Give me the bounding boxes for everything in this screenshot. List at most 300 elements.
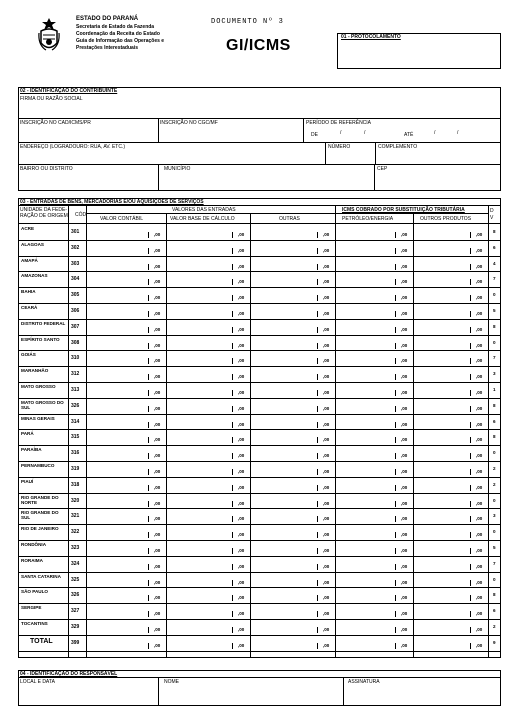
outros-produtos-field[interactable]	[410, 272, 486, 286]
outras-field[interactable]	[257, 446, 333, 460]
cents-placeholder: ,00	[154, 263, 161, 269]
cents-separator	[470, 343, 471, 349]
cents-placeholder: ,00	[323, 579, 330, 585]
cents-separator	[148, 390, 149, 396]
cents-separator	[232, 311, 233, 317]
petroleo-field[interactable]	[335, 320, 411, 334]
outras-field[interactable]	[257, 257, 333, 271]
outras-field[interactable]	[257, 383, 333, 397]
base-calculo-field[interactable]	[172, 320, 248, 334]
petroleo-field[interactable]	[335, 462, 411, 476]
petroleo-field[interactable]	[335, 272, 411, 286]
cents-placeholder: ,00	[401, 247, 408, 253]
base-calculo-field[interactable]	[172, 620, 248, 634]
cents-separator	[317, 564, 318, 570]
outros-produtos-field[interactable]	[410, 430, 486, 444]
base-calculo-field[interactable]	[172, 588, 248, 602]
valor-contabil-field[interactable]	[88, 336, 164, 350]
outros-produtos-field[interactable]	[410, 383, 486, 397]
petroleo-field[interactable]	[335, 573, 411, 587]
cents-placeholder: ,00	[323, 326, 330, 332]
cents-placeholder: ,00	[401, 548, 408, 553]
outras-field[interactable]	[257, 557, 333, 571]
cents-placeholder: ,00	[323, 358, 330, 364]
uf-code: 303	[71, 260, 80, 267]
petroleo-field[interactable]	[335, 636, 411, 650]
outras-field[interactable]	[257, 336, 333, 350]
uf-code: 319	[71, 466, 80, 472]
cents-separator	[148, 374, 149, 380]
outras-field[interactable]	[257, 604, 333, 618]
cents-separator	[470, 580, 471, 586]
outros-produtos-field[interactable]	[410, 604, 486, 618]
cents-placeholder: ,00	[154, 595, 161, 601]
cents-placeholder: ,00	[401, 595, 408, 601]
outros-produtos-field[interactable]	[410, 399, 486, 413]
uf-name: ALAGOAS	[21, 241, 44, 247]
valor-contabil-field[interactable]	[88, 446, 164, 460]
base-calculo-field[interactable]	[172, 573, 248, 587]
base-calculo-field[interactable]	[172, 399, 248, 413]
outros-produtos-field[interactable]	[410, 494, 486, 508]
cents-placeholder: ,00	[323, 516, 330, 522]
base-calculo-field[interactable]	[172, 304, 248, 318]
cents-separator	[148, 327, 149, 333]
outras-field[interactable]	[257, 399, 333, 413]
petroleo-field[interactable]	[335, 509, 411, 523]
cents-separator	[470, 501, 471, 507]
base-calculo-field[interactable]	[172, 494, 248, 508]
cents-separator	[317, 501, 318, 507]
cents-placeholder: ,00	[238, 279, 245, 285]
cents-placeholder: ,00	[323, 595, 330, 601]
cents-separator	[232, 516, 233, 522]
base-calculo-field[interactable]	[172, 557, 248, 571]
cents-separator	[317, 295, 318, 301]
outros-produtos-field[interactable]	[410, 478, 486, 492]
petroleo-field[interactable]	[335, 604, 411, 618]
outras-field[interactable]	[257, 430, 333, 444]
col-valores-header: VALORES DAS ENTRADAS	[172, 207, 236, 213]
document-number: DOCUMENTO Nº 3	[211, 18, 284, 26]
outras-field[interactable]	[257, 494, 333, 508]
cents-placeholder: ,00	[154, 469, 161, 474]
outras-field[interactable]	[257, 573, 333, 587]
outras-field[interactable]	[257, 636, 333, 650]
cents-placeholder: ,00	[476, 627, 483, 632]
cents-separator	[148, 264, 149, 270]
outros-produtos-field[interactable]	[410, 620, 486, 634]
cents-placeholder: ,00	[238, 358, 245, 364]
outros-produtos-field[interactable]	[410, 446, 486, 460]
cents-placeholder: ,00	[401, 374, 408, 380]
outras-field[interactable]	[257, 478, 333, 492]
valor-contabil-field[interactable]	[88, 525, 164, 539]
cents-separator	[470, 453, 471, 459]
cents-placeholder: ,00	[401, 311, 408, 316]
uf-code: 315	[71, 434, 80, 441]
outras-field[interactable]	[257, 367, 333, 381]
cents-separator	[148, 548, 149, 554]
outros-produtos-field[interactable]	[410, 241, 486, 255]
cents-placeholder: ,00	[323, 469, 330, 474]
outras-field[interactable]	[257, 272, 333, 286]
cents-separator	[470, 516, 471, 522]
cents-separator	[470, 327, 471, 333]
valor-contabil-field[interactable]	[88, 588, 164, 602]
insc-cgc-label: INSCRIÇÃO NO CGC/MF	[160, 120, 218, 126]
uf-code: 312	[71, 371, 80, 378]
cents-separator	[395, 279, 396, 285]
valor-contabil-field[interactable]	[88, 573, 164, 587]
cents-separator	[232, 374, 233, 380]
cents-placeholder: ,00	[238, 627, 245, 632]
nome-field[interactable]	[164, 685, 339, 703]
outras-field[interactable]	[257, 415, 333, 429]
cents-placeholder: ,00	[323, 437, 330, 443]
local-data-field[interactable]	[20, 685, 155, 703]
outras-field[interactable]	[257, 620, 333, 634]
valor-contabil-field[interactable]	[88, 320, 164, 334]
base-calculo-field[interactable]	[172, 430, 248, 444]
uf-code: 327	[71, 608, 80, 615]
cents-placeholder: ,00	[401, 500, 408, 506]
valor-contabil-field[interactable]	[88, 383, 164, 397]
cents-placeholder: ,00	[476, 326, 483, 332]
cents-separator	[470, 248, 471, 254]
cents-separator	[395, 532, 396, 538]
cents-separator	[232, 548, 233, 554]
cents-separator	[395, 422, 396, 428]
petroleo-field[interactable]	[335, 478, 411, 492]
base-calculo-field[interactable]	[172, 367, 248, 381]
cents-separator	[470, 532, 471, 538]
valor-contabil-field[interactable]	[88, 288, 164, 302]
base-calculo-field[interactable]	[172, 351, 248, 365]
check-digit: 8	[493, 229, 496, 234]
base-calculo-field[interactable]	[172, 383, 248, 397]
base-calculo-field[interactable]	[172, 462, 248, 476]
valor-contabil-field[interactable]	[88, 462, 164, 476]
outros-produtos-field[interactable]	[410, 415, 486, 429]
cents-separator	[395, 295, 396, 301]
cents-separator	[232, 485, 233, 491]
cents-separator	[232, 437, 233, 443]
check-digit: 8	[493, 434, 496, 440]
cents-separator	[317, 453, 318, 459]
cents-separator	[317, 343, 318, 349]
form-title: GI/ICMS	[226, 37, 291, 54]
cents-separator	[317, 469, 318, 475]
petroleo-field[interactable]	[335, 541, 411, 555]
cents-separator	[317, 279, 318, 285]
cents-separator	[232, 564, 233, 570]
outras-field[interactable]	[257, 525, 333, 539]
outros-produtos-field[interactable]	[410, 304, 486, 318]
cents-placeholder: ,00	[476, 263, 483, 269]
cents-placeholder: ,00	[476, 469, 483, 474]
section-04-title: 04 - IDENTIFICAÇÃO DO RESPONSÁVEL	[20, 671, 118, 677]
cents-placeholder: ,00	[323, 279, 330, 285]
valor-contabil-field[interactable]	[88, 241, 164, 255]
valor-contabil-field[interactable]	[88, 636, 164, 650]
outras-field[interactable]	[257, 588, 333, 602]
col-valor-contabil-header: VALOR CONTÁBIL	[100, 216, 143, 222]
cents-separator	[395, 358, 396, 364]
cents-placeholder: ,00	[401, 484, 408, 490]
cents-separator	[395, 390, 396, 396]
bairro-label: BAIRRO OU DISTRITO	[20, 166, 73, 172]
cents-separator	[317, 327, 318, 333]
outras-field[interactable]	[257, 241, 333, 255]
petroleo-field[interactable]	[335, 288, 411, 302]
base-calculo-field[interactable]	[172, 225, 248, 239]
outras-field[interactable]	[257, 351, 333, 365]
uf-name: GOIÁS	[21, 352, 36, 358]
valor-contabil-field[interactable]	[88, 225, 164, 239]
check-digit: 8	[493, 592, 496, 598]
petroleo-field[interactable]	[335, 415, 411, 429]
base-calculo-field[interactable]	[172, 478, 248, 492]
outros-produtos-field[interactable]	[410, 588, 486, 602]
outras-field[interactable]	[257, 304, 333, 318]
valor-contabil-field[interactable]	[88, 415, 164, 429]
base-calculo-field[interactable]	[172, 241, 248, 255]
petroleo-field[interactable]	[335, 620, 411, 634]
base-calculo-field[interactable]	[172, 272, 248, 286]
petroleo-field[interactable]	[335, 257, 411, 271]
cents-placeholder: ,00	[401, 232, 408, 237]
base-calculo-field[interactable]	[172, 604, 248, 618]
cents-separator	[470, 548, 471, 554]
uf-name: MATO GROSSO DO SUL	[21, 399, 64, 410]
cents-separator	[317, 516, 318, 522]
cents-separator	[232, 580, 233, 586]
uf-code: 320	[71, 497, 80, 504]
base-calculo-field[interactable]	[172, 541, 248, 555]
outros-produtos-field[interactable]	[410, 257, 486, 271]
cents-separator	[470, 406, 471, 412]
valor-contabil-field[interactable]	[88, 557, 164, 571]
outros-produtos-field[interactable]	[410, 636, 486, 650]
municipio-label: MUNICÍPIO	[164, 166, 191, 172]
cents-placeholder: ,00	[401, 342, 408, 348]
valor-contabil-field[interactable]	[88, 509, 164, 523]
cents-placeholder: ,00	[154, 627, 161, 632]
cents-separator	[470, 232, 471, 238]
valor-contabil-field[interactable]	[88, 430, 164, 444]
petroleo-field[interactable]	[335, 241, 411, 255]
check-digit: 5	[493, 308, 496, 313]
cents-placeholder: ,00	[401, 469, 408, 474]
cents-separator	[148, 501, 149, 507]
uf-name: AMAZONAS	[21, 273, 48, 279]
petroleo-field[interactable]	[335, 304, 411, 318]
cents-placeholder: ,00	[238, 453, 245, 459]
check-digit: 2	[493, 481, 496, 487]
cents-placeholder: ,00	[401, 390, 408, 395]
cents-placeholder: ,00	[401, 516, 408, 522]
valor-contabil-field[interactable]	[88, 604, 164, 618]
base-calculo-field[interactable]	[172, 288, 248, 302]
periodo-ate-label: ATÉ	[404, 132, 414, 138]
cents-separator	[317, 406, 318, 412]
petroleo-field[interactable]	[335, 494, 411, 508]
base-calculo-field[interactable]	[172, 336, 248, 350]
base-calculo-field[interactable]	[172, 257, 248, 271]
cents-placeholder: ,00	[323, 500, 330, 506]
cents-placeholder: ,00	[401, 611, 408, 617]
valor-contabil-field[interactable]	[88, 541, 164, 555]
uf-name: MINAS GERAIS	[21, 415, 55, 421]
cents-placeholder: ,00	[238, 263, 245, 269]
cents-separator	[317, 580, 318, 586]
cents-placeholder: ,00	[323, 263, 330, 269]
uf-name: SERGIPE	[21, 605, 42, 611]
cents-placeholder: ,00	[154, 342, 161, 348]
valor-contabil-field[interactable]	[88, 399, 164, 413]
cents-separator	[148, 232, 149, 238]
uf-code: 305	[71, 292, 80, 299]
cents-separator	[148, 248, 149, 254]
cents-placeholder: ,00	[154, 247, 161, 253]
cents-separator	[317, 374, 318, 380]
check-digit: 0	[493, 450, 496, 456]
base-calculo-field[interactable]	[172, 636, 248, 650]
cents-separator	[232, 643, 233, 649]
cents-separator	[470, 485, 471, 491]
uf-code: 316	[71, 450, 80, 457]
base-calculo-field[interactable]	[172, 415, 248, 429]
valor-contabil-field[interactable]	[88, 478, 164, 492]
outros-produtos-field[interactable]	[410, 462, 486, 476]
base-calculo-field[interactable]	[172, 525, 248, 539]
cents-separator	[317, 627, 318, 633]
outros-produtos-field[interactable]	[410, 225, 486, 239]
valor-contabil-field[interactable]	[88, 272, 164, 286]
cents-separator	[148, 611, 149, 617]
petroleo-field[interactable]	[335, 336, 411, 350]
uf-code: 306	[71, 308, 80, 314]
petroleo-field[interactable]	[335, 399, 411, 413]
valor-contabil-field[interactable]	[88, 351, 164, 365]
cents-placeholder: ,00	[238, 532, 245, 538]
petroleo-field[interactable]	[335, 383, 411, 397]
cents-separator	[470, 564, 471, 570]
firma-label: FIRMA OU RAZÃO SOCIAL	[20, 96, 83, 102]
outros-produtos-field[interactable]	[410, 351, 486, 365]
uf-name: RIO GRANDE DO NORTE	[21, 494, 59, 505]
outros-produtos-field[interactable]	[410, 573, 486, 587]
valor-contabil-field[interactable]	[88, 620, 164, 634]
uf-code: 323	[71, 545, 80, 551]
petroleo-field[interactable]	[335, 430, 411, 444]
assinatura-label: ASSINATURA	[348, 679, 380, 685]
cents-separator	[395, 406, 396, 412]
outras-field[interactable]	[257, 509, 333, 523]
cents-separator	[395, 327, 396, 333]
header-line-4: Prestações Interestaduais	[76, 45, 138, 51]
base-calculo-field[interactable]	[172, 446, 248, 460]
header-line-3: Guia de Informação das Operações e	[76, 38, 165, 44]
uf-code: 313	[71, 387, 80, 393]
cents-placeholder: ,00	[238, 484, 245, 490]
petroleo-field[interactable]	[335, 588, 411, 602]
outros-produtos-field[interactable]	[410, 367, 486, 381]
cents-separator	[395, 469, 396, 475]
uf-name: AMAPÁ	[21, 257, 38, 263]
valor-contabil-field[interactable]	[88, 257, 164, 271]
outros-produtos-field[interactable]	[410, 557, 486, 571]
cents-placeholder: ,00	[238, 611, 245, 617]
col-petroleo-header: PETRÓLEO/ENERGIA	[342, 216, 394, 222]
assinatura-field[interactable]	[348, 685, 498, 703]
petroleo-field[interactable]	[335, 367, 411, 381]
outras-field[interactable]	[257, 320, 333, 334]
cents-separator	[148, 295, 149, 301]
petroleo-field[interactable]	[335, 225, 411, 239]
cents-placeholder: ,00	[401, 279, 408, 285]
cents-separator	[317, 248, 318, 254]
cents-separator	[470, 279, 471, 285]
uf-name: TOCANTINS	[21, 621, 48, 626]
outros-produtos-field[interactable]	[410, 320, 486, 334]
uf-code: 321	[71, 513, 80, 520]
outros-produtos-field[interactable]	[410, 336, 486, 350]
numero-label: NÚMERO	[328, 144, 351, 150]
cents-separator	[470, 611, 471, 617]
cents-placeholder: ,00	[476, 390, 483, 395]
nome-label: NOME	[164, 679, 179, 685]
check-digit: 6	[493, 418, 496, 424]
cents-placeholder: ,00	[154, 279, 161, 285]
petroleo-field[interactable]	[335, 525, 411, 539]
cents-placeholder: ,00	[476, 421, 483, 427]
cents-separator	[317, 422, 318, 428]
col-dv-header: D V	[490, 208, 494, 221]
valor-contabil-field[interactable]	[88, 494, 164, 508]
check-digit: 9	[493, 639, 496, 645]
outros-produtos-field[interactable]	[410, 525, 486, 539]
check-digit: 0	[493, 339, 496, 345]
cents-placeholder: ,00	[238, 595, 245, 601]
cents-placeholder: ,00	[476, 405, 483, 411]
cents-placeholder: ,00	[476, 595, 483, 601]
cents-separator	[317, 611, 318, 617]
petroleo-field[interactable]	[335, 557, 411, 571]
col-unidade-header: UNIDADE DA FEDE- RAÇÃO DE ORIGEM	[20, 207, 68, 219]
cents-separator	[148, 406, 149, 412]
petroleo-field[interactable]	[335, 446, 411, 460]
outros-produtos-field[interactable]	[410, 509, 486, 523]
outros-produtos-field[interactable]	[410, 541, 486, 555]
outras-field[interactable]	[257, 462, 333, 476]
valor-contabil-field[interactable]	[88, 304, 164, 318]
cents-placeholder: ,00	[401, 295, 408, 301]
cents-placeholder: ,00	[401, 405, 408, 411]
petroleo-field[interactable]	[335, 351, 411, 365]
cents-placeholder: ,00	[323, 405, 330, 411]
uf-code: 314	[71, 418, 80, 425]
valor-contabil-field[interactable]	[88, 367, 164, 381]
outras-field[interactable]	[257, 288, 333, 302]
base-calculo-field[interactable]	[172, 509, 248, 523]
cents-placeholder: ,00	[238, 500, 245, 506]
outras-field[interactable]	[257, 225, 333, 239]
outros-produtos-field[interactable]	[410, 288, 486, 302]
uf-name: ACRE	[21, 226, 35, 231]
outras-field[interactable]	[257, 541, 333, 555]
